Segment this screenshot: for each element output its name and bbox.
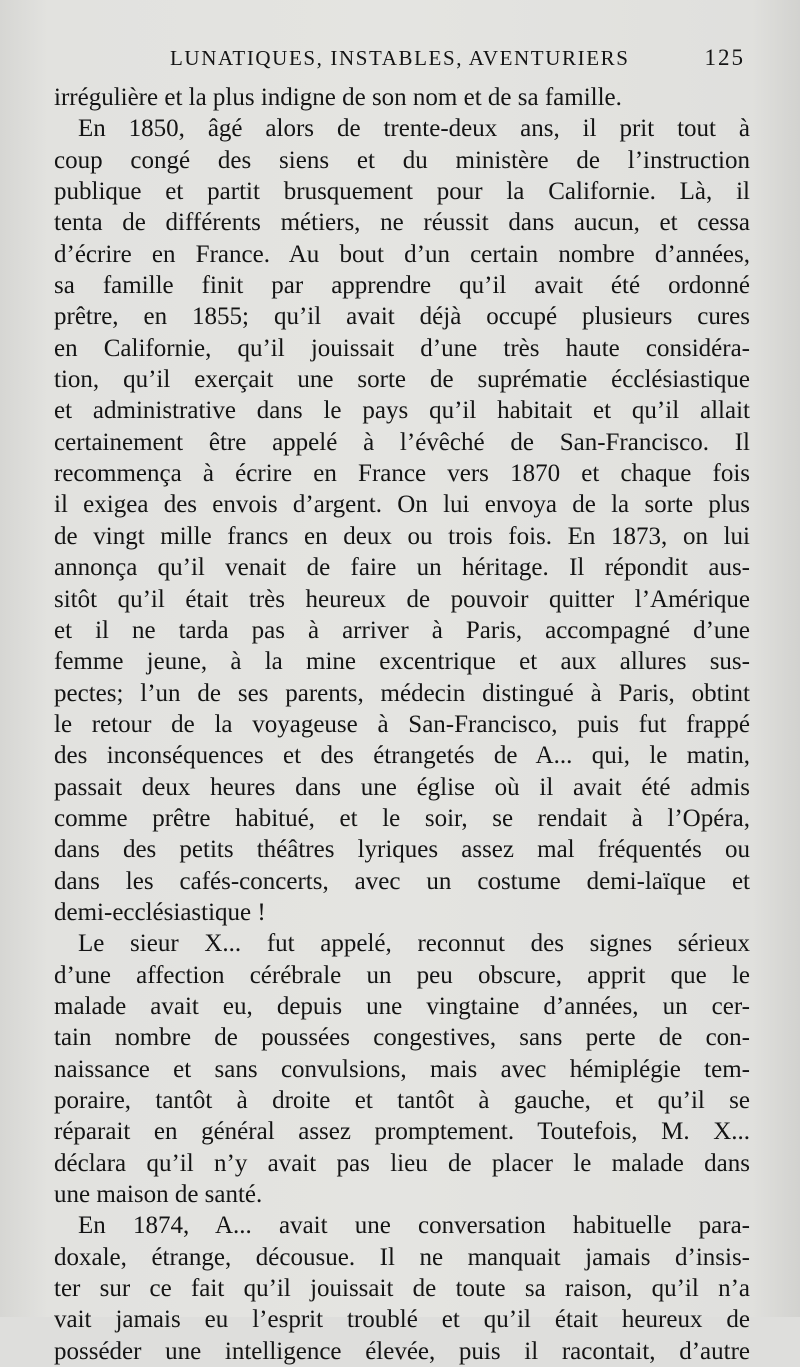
running-title: LUNATIQUES, INSTABLES, AVENTURIERS — [170, 46, 630, 70]
text-line: une maison de santé. — [54, 1181, 263, 1209]
text-line: irrégulière et la plus indigne de son nom et de sa famille. — [54, 84, 622, 111]
text-line: tion, qu’il exerçait une sorte de suprématie écclésiastique — [54, 366, 750, 394]
text-line: tenta de différents métiers, ne réussit dans aucun, et cessa — [54, 209, 750, 237]
text-line: réparait en général assez promptement. Toutefois, M. X... — [54, 1118, 750, 1146]
text-line: il exigea des envois d’argent. On lui envoya de la sorte plus — [54, 491, 750, 519]
text-line: en Californie, qu’il jouissait d’une très haute considéra- — [54, 334, 750, 362]
text-line: annonça qu’il venait de faire un héritage. Il répondit aus- — [54, 554, 750, 582]
text-line: le retour de la voyageuse à San-Francisco, puis fut frappé — [54, 710, 750, 738]
text-line: poraire, tantôt à droite et tantôt à gauche, et qu’il se — [54, 1087, 750, 1114]
text-line: des inconséquences et des étrangetés de A... qui, le matin, — [54, 742, 750, 770]
text-line: certainement être appelé à l’évêché de San-Francisco. Il — [54, 428, 750, 456]
text-line: malade avait eu, depuis une vingtaine d’années, un cer- — [54, 992, 750, 1020]
text-line: sitôt qu’il était très heureux de pouvoir quitter l’Amérique — [54, 585, 750, 613]
text-line: comme prêtre habitué, et le soir, se rendait à l’Opéra, — [54, 804, 750, 832]
text-line: coup congé des siens et du ministère de l’instruction — [54, 146, 750, 174]
text-line: recommença à écrire en France vers 1870 et chaque fois — [54, 460, 750, 488]
text-line: naissance et sans convulsions, mais avec hémiplégie tem- — [54, 1055, 750, 1083]
text-line: demi-ecclésiastique ! — [54, 898, 266, 926]
text-line: et il ne tarda pas à arriver à Paris, accompagné d’une — [54, 616, 750, 644]
text-line: posséder une intelligence élevée, puis il racontait, d’autre — [54, 1337, 750, 1365]
text-line: déclara qu’il n’y avait pas lieu de placer le malade dans — [54, 1149, 750, 1177]
text-line: En 1874, A... avait une conversation habituelle para- — [78, 1212, 750, 1240]
text-line: pectes; l’un de ses parents, médecin distingué à Paris, obtint — [54, 679, 750, 707]
text-line: Le sieur X... fut appelé, reconnut des signes sérieux — [78, 930, 750, 958]
page-number: 125 — [704, 45, 745, 70]
text-line: tain nombre de poussées congestives, sans perte de con- — [54, 1024, 750, 1052]
text-line: En 1850, âgé alors de trente-deux ans, il prit tout à — [78, 115, 750, 143]
text-line: prêtre, en 1855; qu’il avait déjà occupé plusieurs cures — [54, 303, 750, 331]
text-line: sa famille finit par apprendre qu’il avait été ordonné — [54, 272, 750, 300]
text-line: vait jamais eu l’esprit troublé et qu’il était heureux de — [54, 1306, 750, 1334]
text-line: femme jeune, à la mine excentrique et aux allures sus- — [54, 648, 750, 676]
text-line: doxale, étrange, décousue. Il ne manquait jamais d’insis- — [54, 1243, 750, 1271]
text-line: d’une affection cérébrale un peu obscure, apprit que le — [54, 961, 750, 989]
text-line: passait deux heures dans une église où il avait été admis — [54, 773, 750, 801]
text-line: d’écrire en France. Au bout d’un certain nombre d’années, — [54, 240, 750, 268]
text-line: dans des petits théâtres lyriques assez mal fréquentés ou — [54, 836, 750, 864]
page-header — [170, 40, 745, 76]
text-line: publique et partit brusquement pour la Californie. Là, il — [54, 178, 750, 206]
text-line: de vingt mille francs en deux ou trois fois. En 1873, on lui — [54, 522, 750, 550]
text-line: et administrative dans le pays qu’il habitait et qu’il allait — [54, 397, 750, 425]
body-text — [54, 82, 750, 1367]
text-line: ter sur ce fait qu’il jouissait de toute sa raison, qu’il n’a — [54, 1275, 750, 1303]
text-line: dans les cafés-concerts, avec un costume demi-laïque et — [54, 867, 750, 895]
